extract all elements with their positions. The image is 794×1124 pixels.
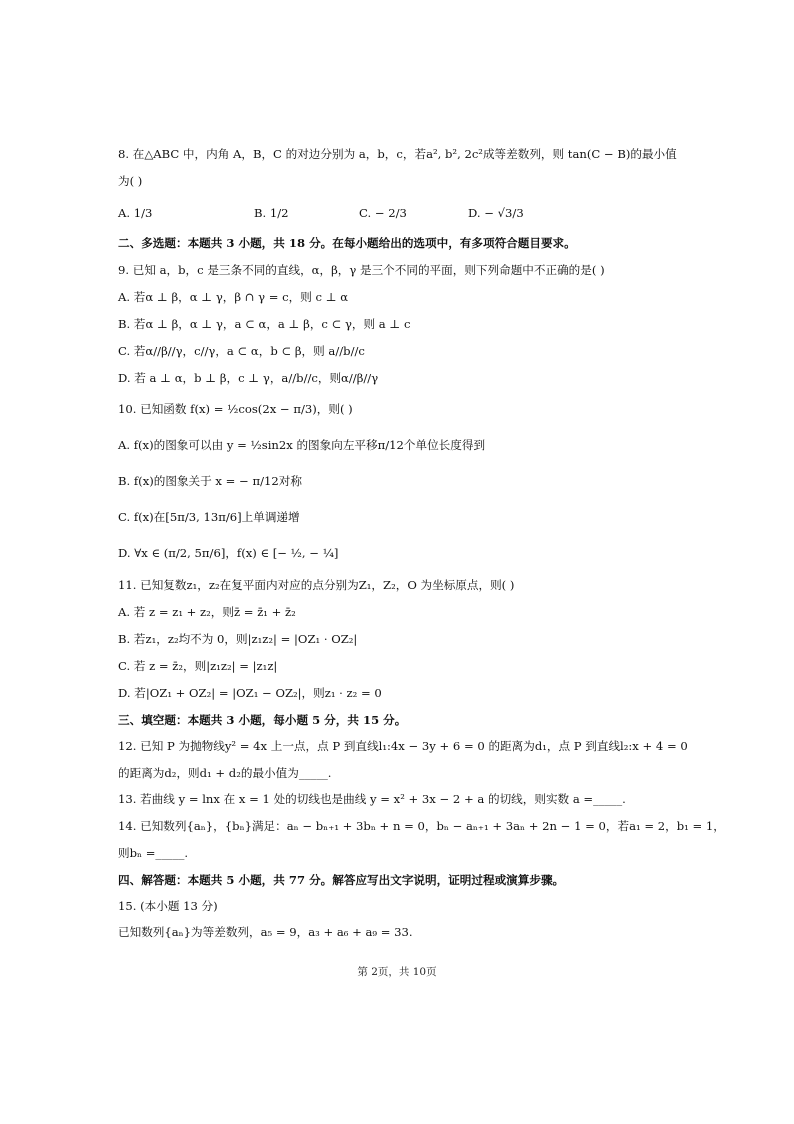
question-10-stem: 10. 已知函数 f(x) = ½cos(2x − π/3)，则( ) <box>118 402 353 416</box>
question-15-title: 15. (本小题 13 分) <box>118 899 218 913</box>
question-11-option-a: A. 若 z = z₁ + z₂，则z̄ = z̄₁ + z̄₂ <box>118 605 296 619</box>
question-9-stem: 9. 已知 a，b，c 是三条不同的直线，α，β，γ 是三个不同的平面，则下列命题中不正确的是( ) <box>118 263 605 277</box>
question-12-line2: 的距离为d₂，则d₁ + d₂的最小值为_____. <box>118 766 332 780</box>
question-10-option-a: A. f(x)的图象可以由 y = ½sin2x 的图象向左平移π/12个单位长度得到 <box>118 438 486 452</box>
section-heading-multiple-choice: 二、多选题：本题共 3 小题，共 18 分。在每小题给出的选项中，有多项符合题目要求。 <box>118 236 576 250</box>
question-14-line2: 则bₙ =_____. <box>118 846 189 860</box>
question-8-line2: 为( ) <box>118 174 143 188</box>
question-10-option-b: B. f(x)的图象关于 x = − π/12对称 <box>118 474 302 488</box>
question-11-option-b: B. 若z₁，z₂均不为 0，则|z₁z₂| = |OZ₁ · OZ₂| <box>118 632 358 646</box>
question-8-option-a: A. 1/3 <box>118 206 153 220</box>
question-10-option-c: C. f(x)在[5π/3, 13π/6]上单调递增 <box>118 510 300 524</box>
question-8-option-d: D. − √3/3 <box>468 206 524 220</box>
question-9-option-c: C. 若α//β//γ，c//γ，a ⊂ α，b ⊂ β，则 a//b//c <box>118 344 365 358</box>
page-footer: 第 2页，共 10页 <box>357 966 437 978</box>
question-8-option-b: B. 1/2 <box>254 206 289 220</box>
question-8-line1: 8. 在△ABC 中，内角 A，B，C 的对边分别为 a，b，c，若a², b², 2c²成等差数列，则 tan(C − B)的最小值 <box>118 147 677 161</box>
question-11-option-d: D. 若|OZ₁ + OZ₂| = |OZ₁ − OZ₂|，则z₁ · z₂ = 0 <box>118 686 382 700</box>
question-9-option-a: A. 若α ⊥ β，α ⊥ γ，β ∩ γ = c，则 c ⊥ α <box>118 290 349 304</box>
question-14-line1: 14. 已知数列{aₙ}，{bₙ}满足：aₙ − bₙ₊₁ + 3bₙ + n = 0，bₙ − aₙ₊₁ + 3aₙ + 2n − 1 = 0，若a₁ = 2，b₁ = 1， <box>118 819 725 833</box>
question-10-option-d: D. ∀x ∈ (π/2, 5π/6]，f(x) ∈ [− ½, − ¼] <box>118 546 339 560</box>
question-11-stem: 11. 已知复数z₁，z₂在复平面内对应的点分别为Z₁，Z₂，O 为坐标原点，则( ) <box>118 578 515 592</box>
section-heading-fill-in: 三、填空题：本题共 3 小题，每小题 5 分，共 15 分。 <box>118 713 407 727</box>
section-heading-solutions: 四、解答题：本题共 5 小题，共 77 分。解答应写出文字说明，证明过程或演算步骤。 <box>118 873 565 887</box>
question-12-line1: 12. 已知 P 为抛物线y² = 4x 上一点，点 P 到直线l₁:4x − 3y + 6 = 0 的距离为d₁，点 P 到直线l₂:x + 4 = 0 <box>118 739 688 753</box>
question-15-line1: 已知数列{aₙ}为等差数列，a₅ = 9，a₃ + a₆ + a₉ = 33. <box>118 925 413 939</box>
question-13: 13. 若曲线 y = lnx 在 x = 1 处的切线也是曲线 y = x² + 3x − 2 + a 的切线，则实数 a =_____. <box>118 792 626 806</box>
question-9-option-b: B. 若α ⊥ β，α ⊥ γ，a ⊂ α，a ⊥ β，c ⊂ γ，则 a ⊥ c <box>118 317 411 331</box>
question-8-option-c: C. − 2/3 <box>359 206 407 220</box>
question-11-option-c: C. 若 z = z̄₂，则|z₁z₂| = |z₁z| <box>118 659 278 673</box>
question-9-option-d: D. 若 a ⊥ α，b ⊥ β，c ⊥ γ，a//b//c，则α//β//γ <box>118 371 379 385</box>
